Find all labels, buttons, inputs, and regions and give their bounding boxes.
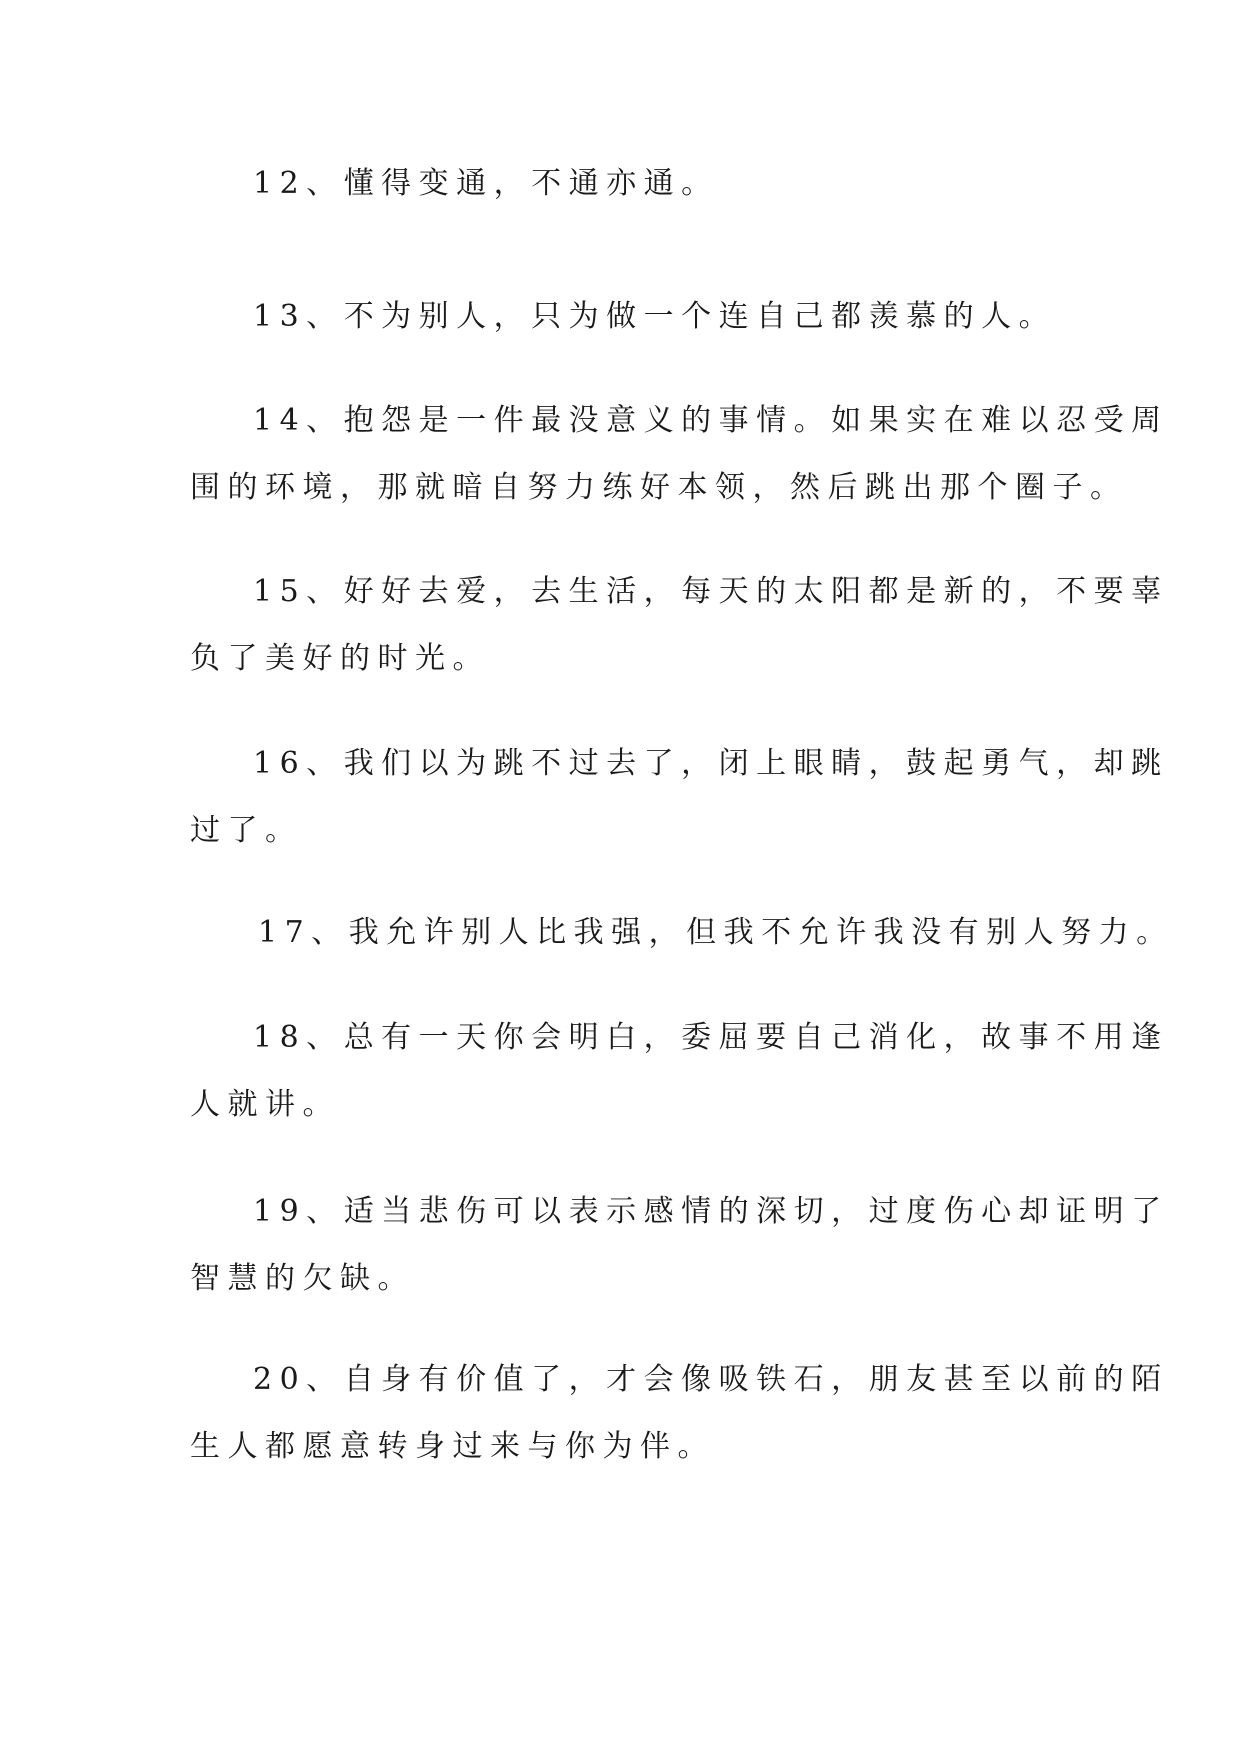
quote-line [190, 387, 1169, 454]
quote-text: 我们以为跳不过去了，闭上眼睛，鼓起勇气，却跳 [343, 746, 1169, 781]
quote-paragraph-17 [190, 899, 1174, 966]
quote-number: 20、 [253, 1362, 344, 1397]
quote-line [190, 150, 1050, 217]
quote-number: 13、 [253, 299, 344, 334]
quote-line [190, 899, 1174, 966]
quote-paragraph-20 [190, 1346, 1169, 1480]
quote-paragraph-12 [190, 150, 1050, 217]
quote-line [190, 730, 1169, 797]
quote-line-continued: 智慧的欠缺。 [190, 1261, 415, 1296]
quote-line-continued: 过了。 [190, 813, 303, 848]
quote-number: 17、 [258, 915, 349, 950]
quote-paragraph-19 [190, 1178, 1169, 1312]
quote-line-continued: 负了美好的时光。 [190, 641, 490, 676]
quote-number: 14、 [253, 403, 344, 438]
quote-number: 16、 [253, 746, 344, 781]
quote-text: 适当悲伤可以表示感情的深切，过度伤心却证明了 [343, 1194, 1169, 1229]
quote-paragraph-15 [190, 558, 1169, 692]
quote-text: 我允许别人比我强，但我不允许我没有别人努力。 [348, 915, 1174, 950]
quote-line-continued: 生人都愿意转身过来与你为伴。 [190, 1429, 715, 1464]
quote-line-continued: 围的环境，那就暗自努力练好本领，然后跳出那个圈子。 [190, 470, 1128, 505]
quote-line [190, 1178, 1169, 1245]
quote-number: 19、 [253, 1194, 344, 1229]
quote-paragraph-16 [190, 730, 1169, 864]
quote-text: 抱怨是一件最没意义的事情。如果实在难以忍受周 [343, 403, 1169, 438]
quote-number: 15、 [253, 574, 344, 609]
quote-text: 总有一天你会明白，委屈要自己消化，故事不用逢 [343, 1020, 1169, 1055]
quote-number: 12、 [253, 166, 344, 201]
quote-paragraph-18 [190, 1004, 1169, 1138]
quote-text: 懂得变通，不通亦通。 [343, 166, 719, 201]
quote-line [190, 1004, 1169, 1071]
quote-line-continued: 人就讲。 [190, 1087, 340, 1122]
quote-paragraph-13 [190, 283, 1057, 350]
quote-line [190, 1346, 1169, 1413]
quote-paragraph-14 [190, 387, 1169, 521]
quote-text: 自身有价值了，才会像吸铁石，朋友甚至以前的陌 [343, 1362, 1169, 1397]
quote-number: 18、 [253, 1020, 344, 1055]
quote-text: 好好去爱，去生活，每天的太阳都是新的，不要辜 [343, 574, 1169, 609]
quote-line [190, 283, 1057, 350]
quote-line [190, 558, 1169, 625]
quote-text: 不为别人，只为做一个连自己都羡慕的人。 [343, 299, 1057, 334]
